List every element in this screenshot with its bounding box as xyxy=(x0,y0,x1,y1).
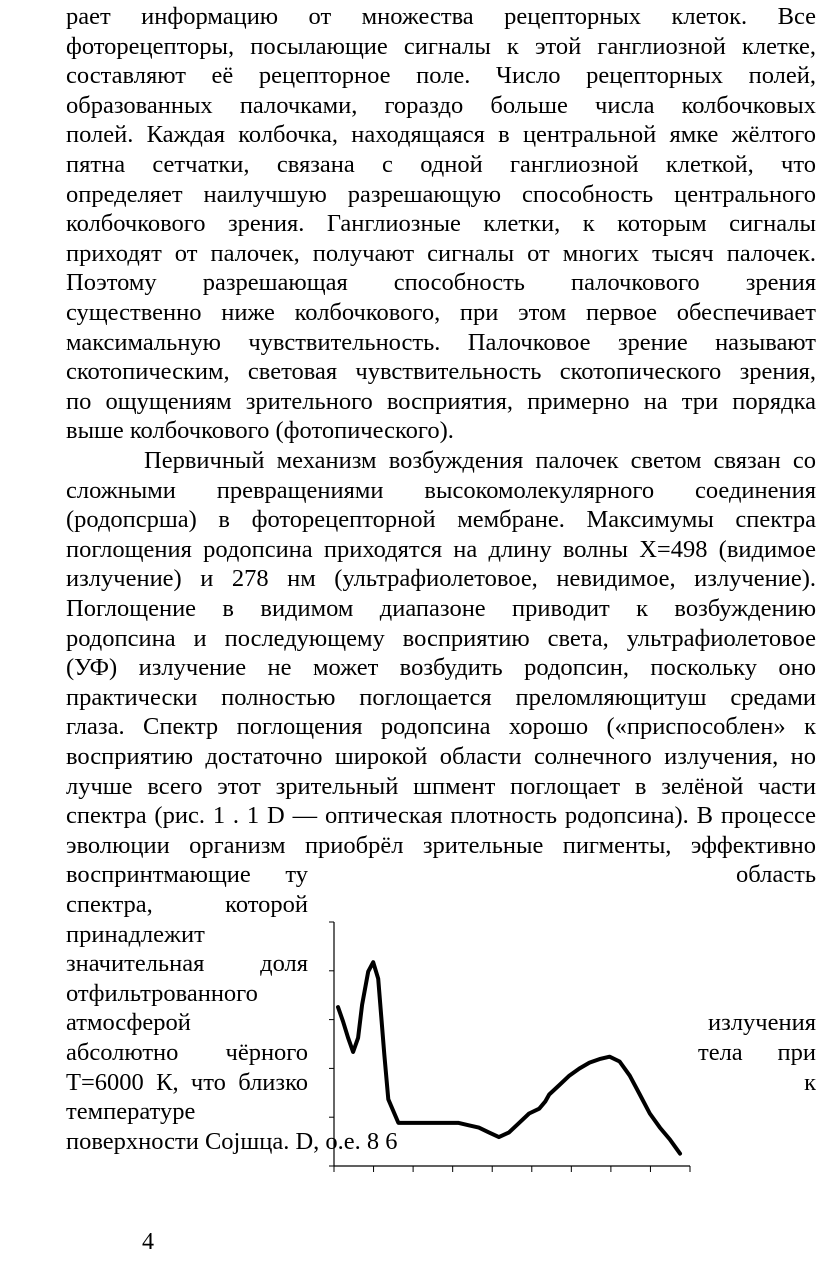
text-line: поглощения родопсина приходятся на длину волны X=498 (видимое xyxy=(66,535,816,563)
text-line: Первичный механизм возбуждения палочек светом связан со xyxy=(144,447,816,474)
text-line: по ощущениям зрительного восприятия, примерно на три порядка xyxy=(66,387,816,415)
page-number: 4 xyxy=(142,1229,154,1255)
wrap-text-left: абсолютно чёрного xyxy=(66,1039,308,1066)
wrap-text-left: поверхности Сојшца. D, о.е. 8 6 xyxy=(66,1127,398,1155)
text-line: эволюции организм приобрёл зрительные пигменты, эффективно xyxy=(66,831,816,859)
text-line: спектра (рис. 1 . 1 D — оптическая плотность родопсина). В процессе xyxy=(66,802,816,830)
text-line: определяет наилучшую разрешающую способность центрального xyxy=(66,180,816,208)
text-line: пятна сетчатки, связана с одной ганглиозной клеткой, что xyxy=(66,151,816,178)
text-line: практически полностью поглощается преломляющитуш средами xyxy=(66,683,816,711)
wrap-text-left: значительная доля xyxy=(66,950,308,978)
wrap-text-right: тела при xyxy=(698,1039,816,1066)
wrap-text-right: к xyxy=(804,1068,816,1096)
text-line: составляют её рецепторное поле. Число рецепторных полей, xyxy=(66,62,816,90)
text-line: сложными превращениями высокомолекулярного соединения xyxy=(66,476,816,504)
text-line: Поглощение в видимом диапазоне приводит к возбуждению xyxy=(66,595,816,622)
text-line: максимальную чувствительность. Палочковое зрение называют xyxy=(66,328,816,356)
wrap-text-right: область xyxy=(736,861,816,889)
absorption-curve xyxy=(338,962,680,1153)
text-line: излучение) и 278 нм (ультрафиолетовое, невидимое, излучение). xyxy=(66,565,816,593)
wrap-text-left: принадлежит xyxy=(66,920,205,948)
wrap-text-left: отфильтрованного xyxy=(66,979,258,1007)
text-line: рает информацию от множества рецепторных клеток. Все xyxy=(66,3,816,30)
wrap-text-left: спектра, которой xyxy=(66,891,308,918)
wrap-text-left: Т=6000 К, что близко xyxy=(66,1068,308,1096)
text-line: восприятию достаточно широкой области солнечного излучения, но xyxy=(66,743,816,770)
text-line: лучше всего этот зрительный шпмент поглощает в зелёной части xyxy=(66,772,816,800)
text-line: полей. Каждая колбочка, находящаяся в центральной ямке жёлтого xyxy=(66,121,816,149)
wrap-text-left: воспринтмающие ту xyxy=(66,861,308,889)
text-line: приходят от палочек, получают сигналы от многих тысяч палочек. xyxy=(66,239,816,267)
text-line: образованных палочками, гораздо больше числа колбочковых xyxy=(66,91,816,119)
text-line: (УФ) излучение не может возбудить родопсин, поскольку оно xyxy=(66,654,816,682)
text-line: Поэтому разрешающая способность палочкового зрения xyxy=(66,269,816,297)
text-line: глаза. Спектр поглощения родопсина хорошо («приспособлен» к xyxy=(66,713,816,741)
wrap-text-left: температуре xyxy=(66,1098,196,1126)
text-line: выше колбочкового (фотопического). xyxy=(66,417,454,445)
wrap-text-left: атмосферой xyxy=(66,1009,191,1037)
text-line: колбочкового зрения. Ганглиозные клетки, к которым сигналы xyxy=(66,210,816,238)
text-line: фоторецепторы, посылающие сигналы к этой ганглиозной клетке, xyxy=(66,32,816,60)
wrap-text-right: излучения xyxy=(708,1009,816,1037)
text-line: родопсина и последующему восприятию света, ультрафиолетовое xyxy=(66,624,816,652)
text-line: скотопическим, световая чувствительность скотопического зрения, xyxy=(66,358,816,386)
text-line: существенно ниже колбочкового, при этом первое обеспечивает xyxy=(66,299,816,326)
text-line: (родопсрша) в фоторецепторной мембране. Максимумы спектра xyxy=(66,506,816,534)
